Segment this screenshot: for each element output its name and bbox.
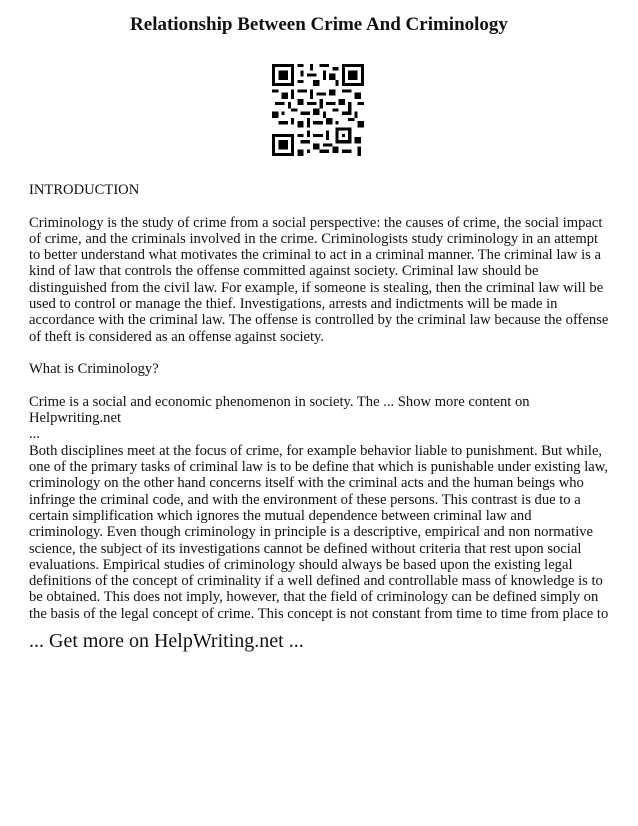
document-title: Relationship Between Crime And Criminology — [130, 14, 508, 35]
paragraph-disciplines: Both disciplines meet at the focus of crime, for example behavior liable to punishment. But while, one of the primary tasks of criminal law is to be define that which is punishable under existing law, criminology on the other hand concerns itself with the criminal acts and the human beings who infringe the criminal code, and with the environment of these persons. This contrast is due to a certain simplification which ignores the mutual dependence between criminal law and criminology. Even though criminology in principle is a descriptive, empirical and non normative science, the subject of its investigations cannot be defined without criteria that rest upon social evaluations. Empirical studies of criminology should always be based upon the existing legal definitions of the concept of criminality if a well defined and controllable mass of knowledge is to be obtained. This does not imply, however, that the field of criminology can be defined simply on the basis of the legal concept of crime. This concept is not constant from time to time from place to — [29, 442, 609, 622]
intro-heading: INTRODUCTION — [29, 182, 140, 198]
get-more-link[interactable]: ... Get more on HelpWriting.net ... — [29, 630, 304, 652]
paragraph-introduction: Criminology is the study of crime from a social perspective: the causes of crime, the social impact of crime, and the criminals involved in the crime. Criminologists study criminology in an attempt to better understand what motivates the criminal to act in a criminal manner. The criminal law is a kind of law that controls the offense committed against society. Criminal law should be distinguished from the civil law. For example, if someone is stealing, then the criminal law will be used to control or manage the thief. Investigations, arrests and indictments will be made in accordance with the criminal law. The offense is controlled by the criminal law because the offense of theft is considered as an offense against society. — [29, 214, 609, 345]
paragraph-crime-phenomenon: Crime is a social and economic phenomenon in society. The ... Show more content on Helpwriting.net — [29, 393, 530, 427]
document-body — [29, 182, 609, 622]
qr-code-icon — [272, 64, 364, 156]
question-heading: What is Criminology? — [29, 361, 159, 378]
ellipsis-text: ... — [29, 426, 40, 443]
